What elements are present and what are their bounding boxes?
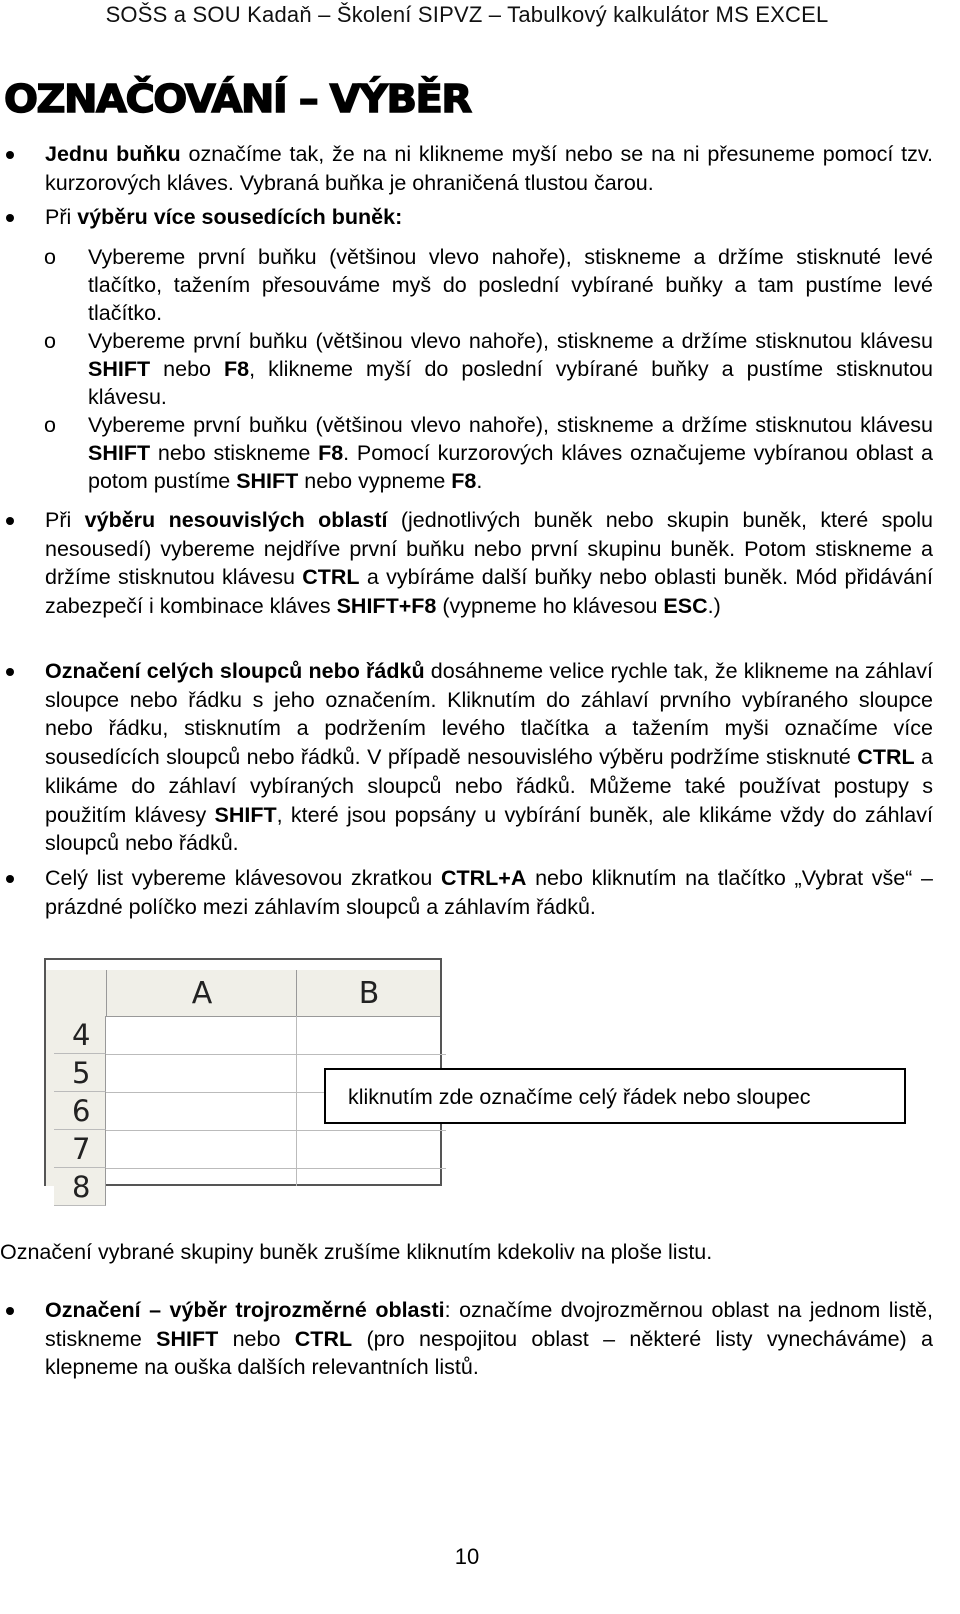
key: CTRL (302, 565, 360, 590)
key: SHIFT (88, 441, 151, 465)
text: nebo (150, 357, 225, 381)
text: Vybereme první buňku (většinou vlevo nahoře), stiskneme a držíme stisknuté levé tlačítko, tažením přesouváme myš do poslední vybírané buňky a tam pustíme levé tlačítko. (88, 245, 933, 325)
column-header-b[interactable]: B (296, 970, 441, 1016)
text: Při (45, 205, 78, 229)
bullet-dot (6, 875, 14, 883)
bullet-dot (6, 151, 14, 159)
bullet-item-noncontiguous (0, 506, 933, 621)
term-columns-rows: Označení celých sloupců nebo řádků (45, 659, 425, 683)
text: (pro nespojitou oblast – některé listy vynecháváme) a klepneme na ouška dalších relevantních listů. (45, 1326, 933, 1380)
text: nebo kliknutím na tlačítko „Vybrat vše“ – prázdné políčko mezi záhlavím sloupců a záhlavím řádků. (45, 866, 933, 919)
text: , které jsou popsány u vybírání buněk, ale klikáme vždy do záhlaví sloupců nebo řádků. (45, 802, 933, 856)
bullet-dot (6, 517, 14, 525)
row-header-bar (46, 1016, 54, 1186)
key: SHIFT+F8 (336, 594, 437, 619)
callout-box: kliknutím zde označíme celý řádek nebo sloupec (324, 1068, 906, 1124)
text: (jednotlivých buněk nebo skupin buněk, které spolu nesousedí) vybereme nejdříve první buňku nebo první skupinu buněk. Potom stiskneme a držíme stisknutou klávesu (45, 508, 933, 590)
page-title: OZNAČOVÁNÍ – VÝBĚR (4, 78, 471, 122)
bullet-dot (6, 214, 14, 222)
row-header-4[interactable]: 4 (54, 1016, 106, 1054)
key: CTRL (294, 1326, 353, 1351)
sub-item-1 (0, 243, 933, 327)
sub-item-3 (0, 411, 933, 495)
text: Vybereme první buňku (většinou vlevo nahoře), stiskneme a držíme stisknutou klávesu (88, 329, 933, 353)
select-all-button[interactable] (54, 970, 107, 1016)
text: .) (707, 594, 721, 619)
text: označíme tak, že na ni klikneme myší nebo se na ni přesuneme pomocí tzv. kurzorových kláves. Vybraná buňka je ohraničená tlustou čarou. (45, 142, 934, 195)
term-noncontiguous: výběru nesouvislých oblastí (84, 508, 388, 532)
bullet-item-select-all (0, 864, 933, 921)
text: a klikáme do záhlaví vybíraných sloupců nebo řádků. Můžeme také používat postupy s použitím klávesy (45, 745, 933, 827)
bullet-item-adjacent-cells (0, 203, 933, 232)
text: nebo vypneme (298, 469, 452, 493)
bullet-list-2 (0, 203, 960, 232)
key: SHIFT (214, 802, 277, 827)
text: : označíme dvojrozměrnou oblast na jednom listě, stiskneme (45, 1298, 933, 1351)
text: (vypneme ho klávesou (436, 594, 664, 619)
text: Celý list vybereme klávesovou zkratkou (45, 866, 441, 890)
grid-row (106, 1016, 446, 1055)
bullet-list-1 (0, 140, 960, 197)
text: nebo (218, 1326, 295, 1351)
key: SHIFT (88, 357, 151, 381)
key: CTRL+A (440, 866, 527, 890)
key: F8 (451, 469, 477, 493)
text: . Pomocí kurzorových kláves označujeme vybíranou oblast a potom pustíme (88, 441, 933, 493)
row-header-7[interactable]: 7 (54, 1130, 106, 1168)
bullet-dot (6, 1307, 14, 1315)
sub-bullet-marker: o (44, 245, 56, 269)
text: , klikneme myší do poslední vybírané buňky a pustíme stisknutou klávesu. (88, 357, 933, 409)
grid-row (106, 1130, 446, 1169)
text: nebo stiskneme (150, 441, 319, 465)
bullet-item-3d-selection (0, 1296, 933, 1382)
grid-column-line (296, 1016, 297, 1186)
text: dosáhneme velice rychle tak, že klikneme na záhlaví sloupce nebo řádku s jeho označením. Kliknutím do záhlaví prvního vybíraného sloupce nebo řádku, stisknutím a podržením levého tlačítka a tažením myši označíme více sousedících sloupců nebo řádků. V případě nesouvislého výběru podržíme stisknuté (45, 659, 933, 770)
paragraph-deselect: Označení vybrané skupiny buněk zrušíme kliknutím kdekoliv na ploše listu. (0, 1240, 713, 1264)
text: a vybíráme další buňky nebo oblasti buněk. Mód přidávání zabezpečí i kombinace kláves (45, 565, 933, 619)
key: CTRL (857, 745, 915, 770)
bullet-dot (6, 668, 14, 676)
text: . (476, 469, 483, 493)
term-single-cell: Jednu buňku (45, 142, 181, 166)
page-number: 10 (454, 1544, 480, 1569)
bullet-item-columns-rows (0, 657, 933, 858)
bullet-item-single-cell (0, 140, 933, 197)
key: ESC (663, 594, 708, 619)
bullet-list-3 (0, 506, 960, 621)
key: F8 (224, 357, 250, 381)
column-header-a[interactable]: A (106, 970, 297, 1016)
text: Při (45, 508, 85, 532)
row-header-6[interactable]: 6 (54, 1092, 106, 1130)
sub-item-2 (0, 327, 933, 411)
bullet-list-4 (0, 657, 960, 858)
key: SHIFT (156, 1326, 219, 1351)
page-header: SOŠS a SOU Kadaň – Školení SIPVZ – Tabulkový kalkulátor MS EXCEL (105, 2, 829, 27)
row-header-5[interactable]: 5 (54, 1054, 106, 1092)
row-header-8[interactable]: 8 (54, 1168, 106, 1206)
sub-list (0, 243, 933, 495)
term-adjacent: výběru více sousedících buněk: (77, 205, 403, 229)
sub-bullet-marker: o (44, 413, 56, 437)
key: F8 (318, 441, 344, 465)
sub-bullet-marker: o (44, 329, 56, 353)
bullet-list-5 (0, 864, 960, 921)
term-3d-selection: Označení – výběr trojrozměrné oblasti (45, 1298, 445, 1322)
bullet-list-6 (0, 1296, 960, 1382)
key: SHIFT (236, 469, 299, 493)
text: Vybereme první buňku (většinou vlevo nahoře), stiskneme a držíme stisknutou klávesu (88, 413, 933, 437)
